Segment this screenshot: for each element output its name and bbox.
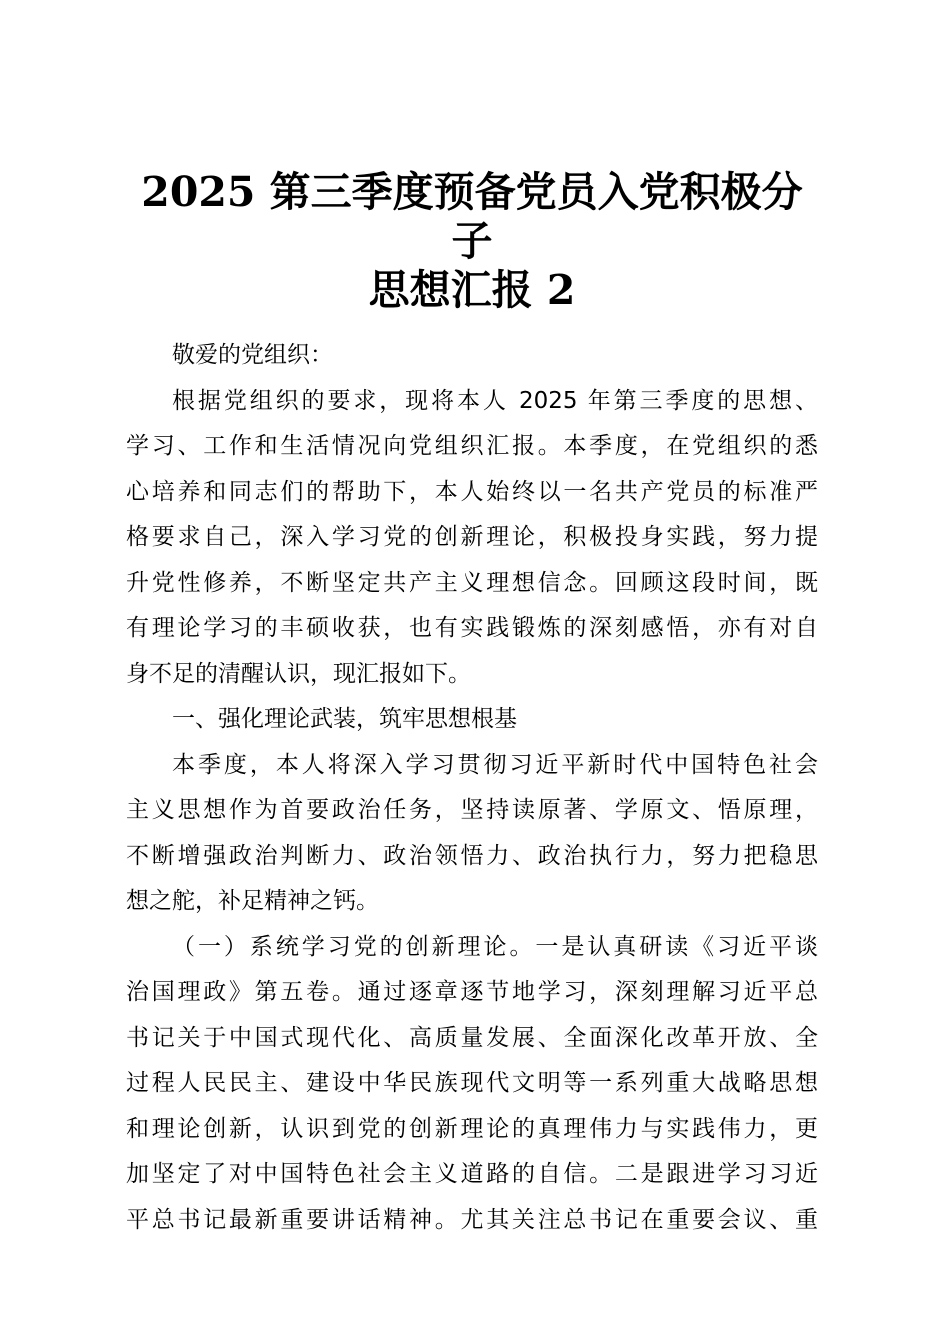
document-title — [126, 168, 818, 315]
intro-line: 根据党组织的要求，现将本人 2025 年第三季度的思想、 — [172, 387, 818, 414]
intro-line: 身不足的清醒认识，现汇报如下。 — [126, 660, 471, 687]
intro-paragraph — [126, 379, 818, 698]
intro-line: 有理论学习的丰硕收获，也有实践锻炼的深刻感悟，亦有对自 — [126, 615, 818, 641]
section1-line: 想之舵，补足精神之钙。 — [126, 888, 379, 914]
subsection1-line: 和理论创新，认识到党的创新理论的真理伟力与实践伟力，更 — [126, 1115, 818, 1142]
section1-line: 本季度，本人将深入学习贯彻习近平新时代中国特色社会 — [172, 751, 818, 778]
subsection1-line: 平总书记最新重要讲话精神。尤其关注总书记在重要会议、重 — [126, 1206, 818, 1233]
section-heading: 一、强化理论武装，筑牢思想根基 — [172, 706, 517, 732]
section1-line: 主义思想作为首要政治任务，坚持读原著、学原文、悟原理， — [126, 797, 818, 823]
title-line-2: 思想汇报 2 — [368, 266, 576, 314]
subsection1-paragraph — [126, 925, 818, 1244]
section1-line: 不断增强政治判断力、政治领悟力、政治执行力，努力把稳思 — [126, 842, 818, 869]
intro-line: 学习、工作和生活情况向党组织汇报。本季度，在党组织的悉 — [126, 433, 818, 459]
title-line-1: 2025 第三季度预备党员入党积极分子 — [141, 168, 803, 265]
subsection1-line: （一）系统学习党的创新理论。一是认真研读《习近平谈 — [172, 933, 818, 960]
document-page — [126, 168, 818, 1243]
intro-line: 心培养和同志们的帮助下，本人始终以一名共产党员的标准严 — [126, 478, 818, 505]
subsection1-line: 过程人民民主、建设中华民族现代文明等一系列重大战略思想 — [126, 1070, 818, 1096]
subsection1-line: 加坚定了对中国特色社会主义道路的自信。二是跟进学习习近 — [126, 1161, 818, 1187]
subsection1-line: 书记关于中国式现代化、高质量发展、全面深化改革开放、全 — [126, 1024, 818, 1051]
salutation: 敬爱的党组织： — [172, 342, 333, 368]
intro-line: 格要求自己，深入学习党的创新理论，积极投身实践，努力提 — [126, 524, 818, 550]
section1-paragraph — [126, 743, 818, 925]
intro-line: 升党性修养，不断坚定共产主义理想信念。回顾这段时间，既 — [126, 569, 818, 596]
subsection1-line: 治国理政》第五卷。通过逐章逐节地学习，深刻理解习近平总 — [126, 979, 818, 1005]
